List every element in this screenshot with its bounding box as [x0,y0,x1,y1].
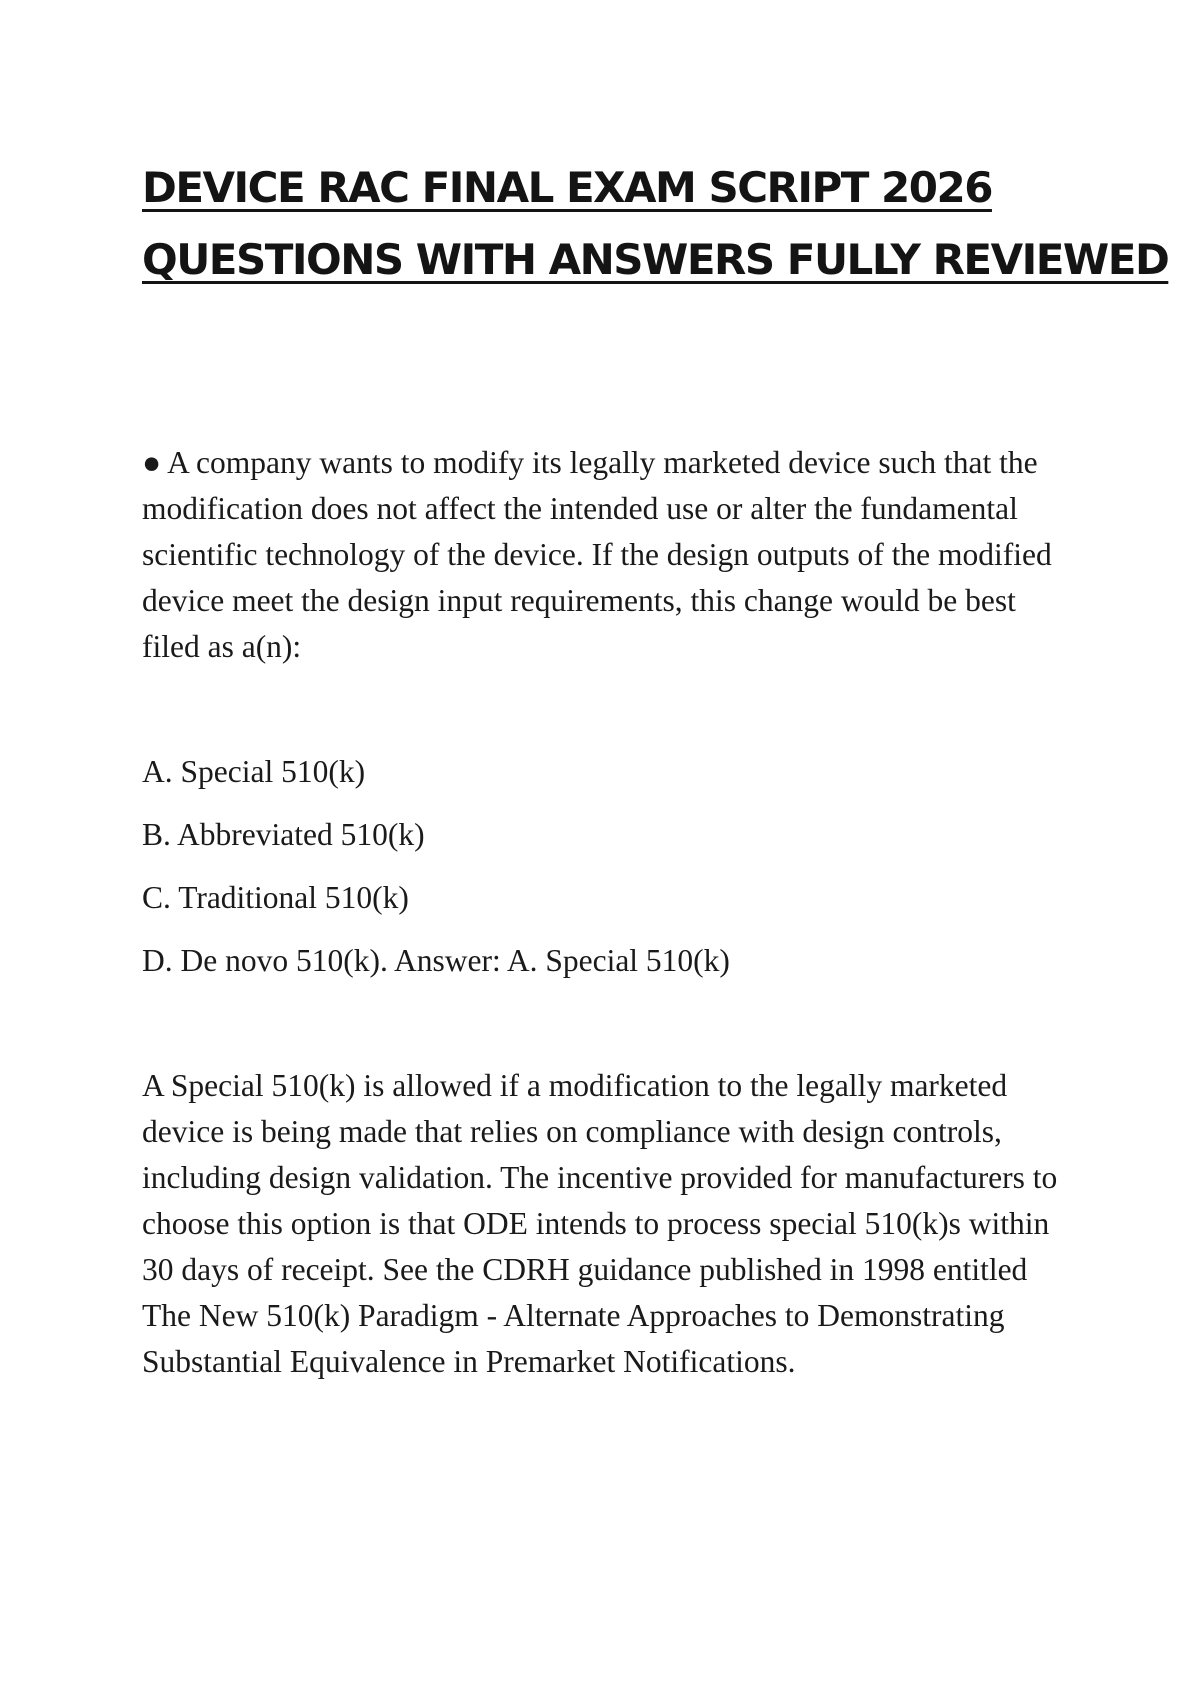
question-text: ● A company wants to modify its legally marketed device such that the modification does not affect the intended use or alter the fundamental scientific technology of the device. If the design outputs of the modified device meet the design input requirements, this change would be best filed as a(n): [142,445,1052,664]
option-a: A. Special 510(k) [142,754,366,789]
answer-options-list [142,749,1077,1001]
option-d-with-answer: D. De novo 510(k). Answer: A. Special 510(k) [142,943,730,978]
title-line-2: QUESTIONS WITH ANSWERS FULLY REVIEWED [142,235,1169,284]
answer-explanation: A Special 510(k) is allowed if a modification to the legally marketed device is being made that relies on compliance with design controls, including design validation. The incentive provided for manufacturers to choose this option is that ODE intends to process special 510(k)s within 30 days of receipt. See the CDRH guidance published in 1998 entitled The New 510(k) Paradigm - Alternate Approaches to Demonstrating Substantial Equivalence in Premarket Notifications. [142,1068,1058,1379]
title-line-1: DEVICE RAC FINAL EXAM SCRIPT 2026 [142,163,992,212]
page-title [142,152,1169,296]
option-c: C. Traditional 510(k) [142,880,409,915]
option-b: B. Abbreviated 510(k) [142,817,425,852]
